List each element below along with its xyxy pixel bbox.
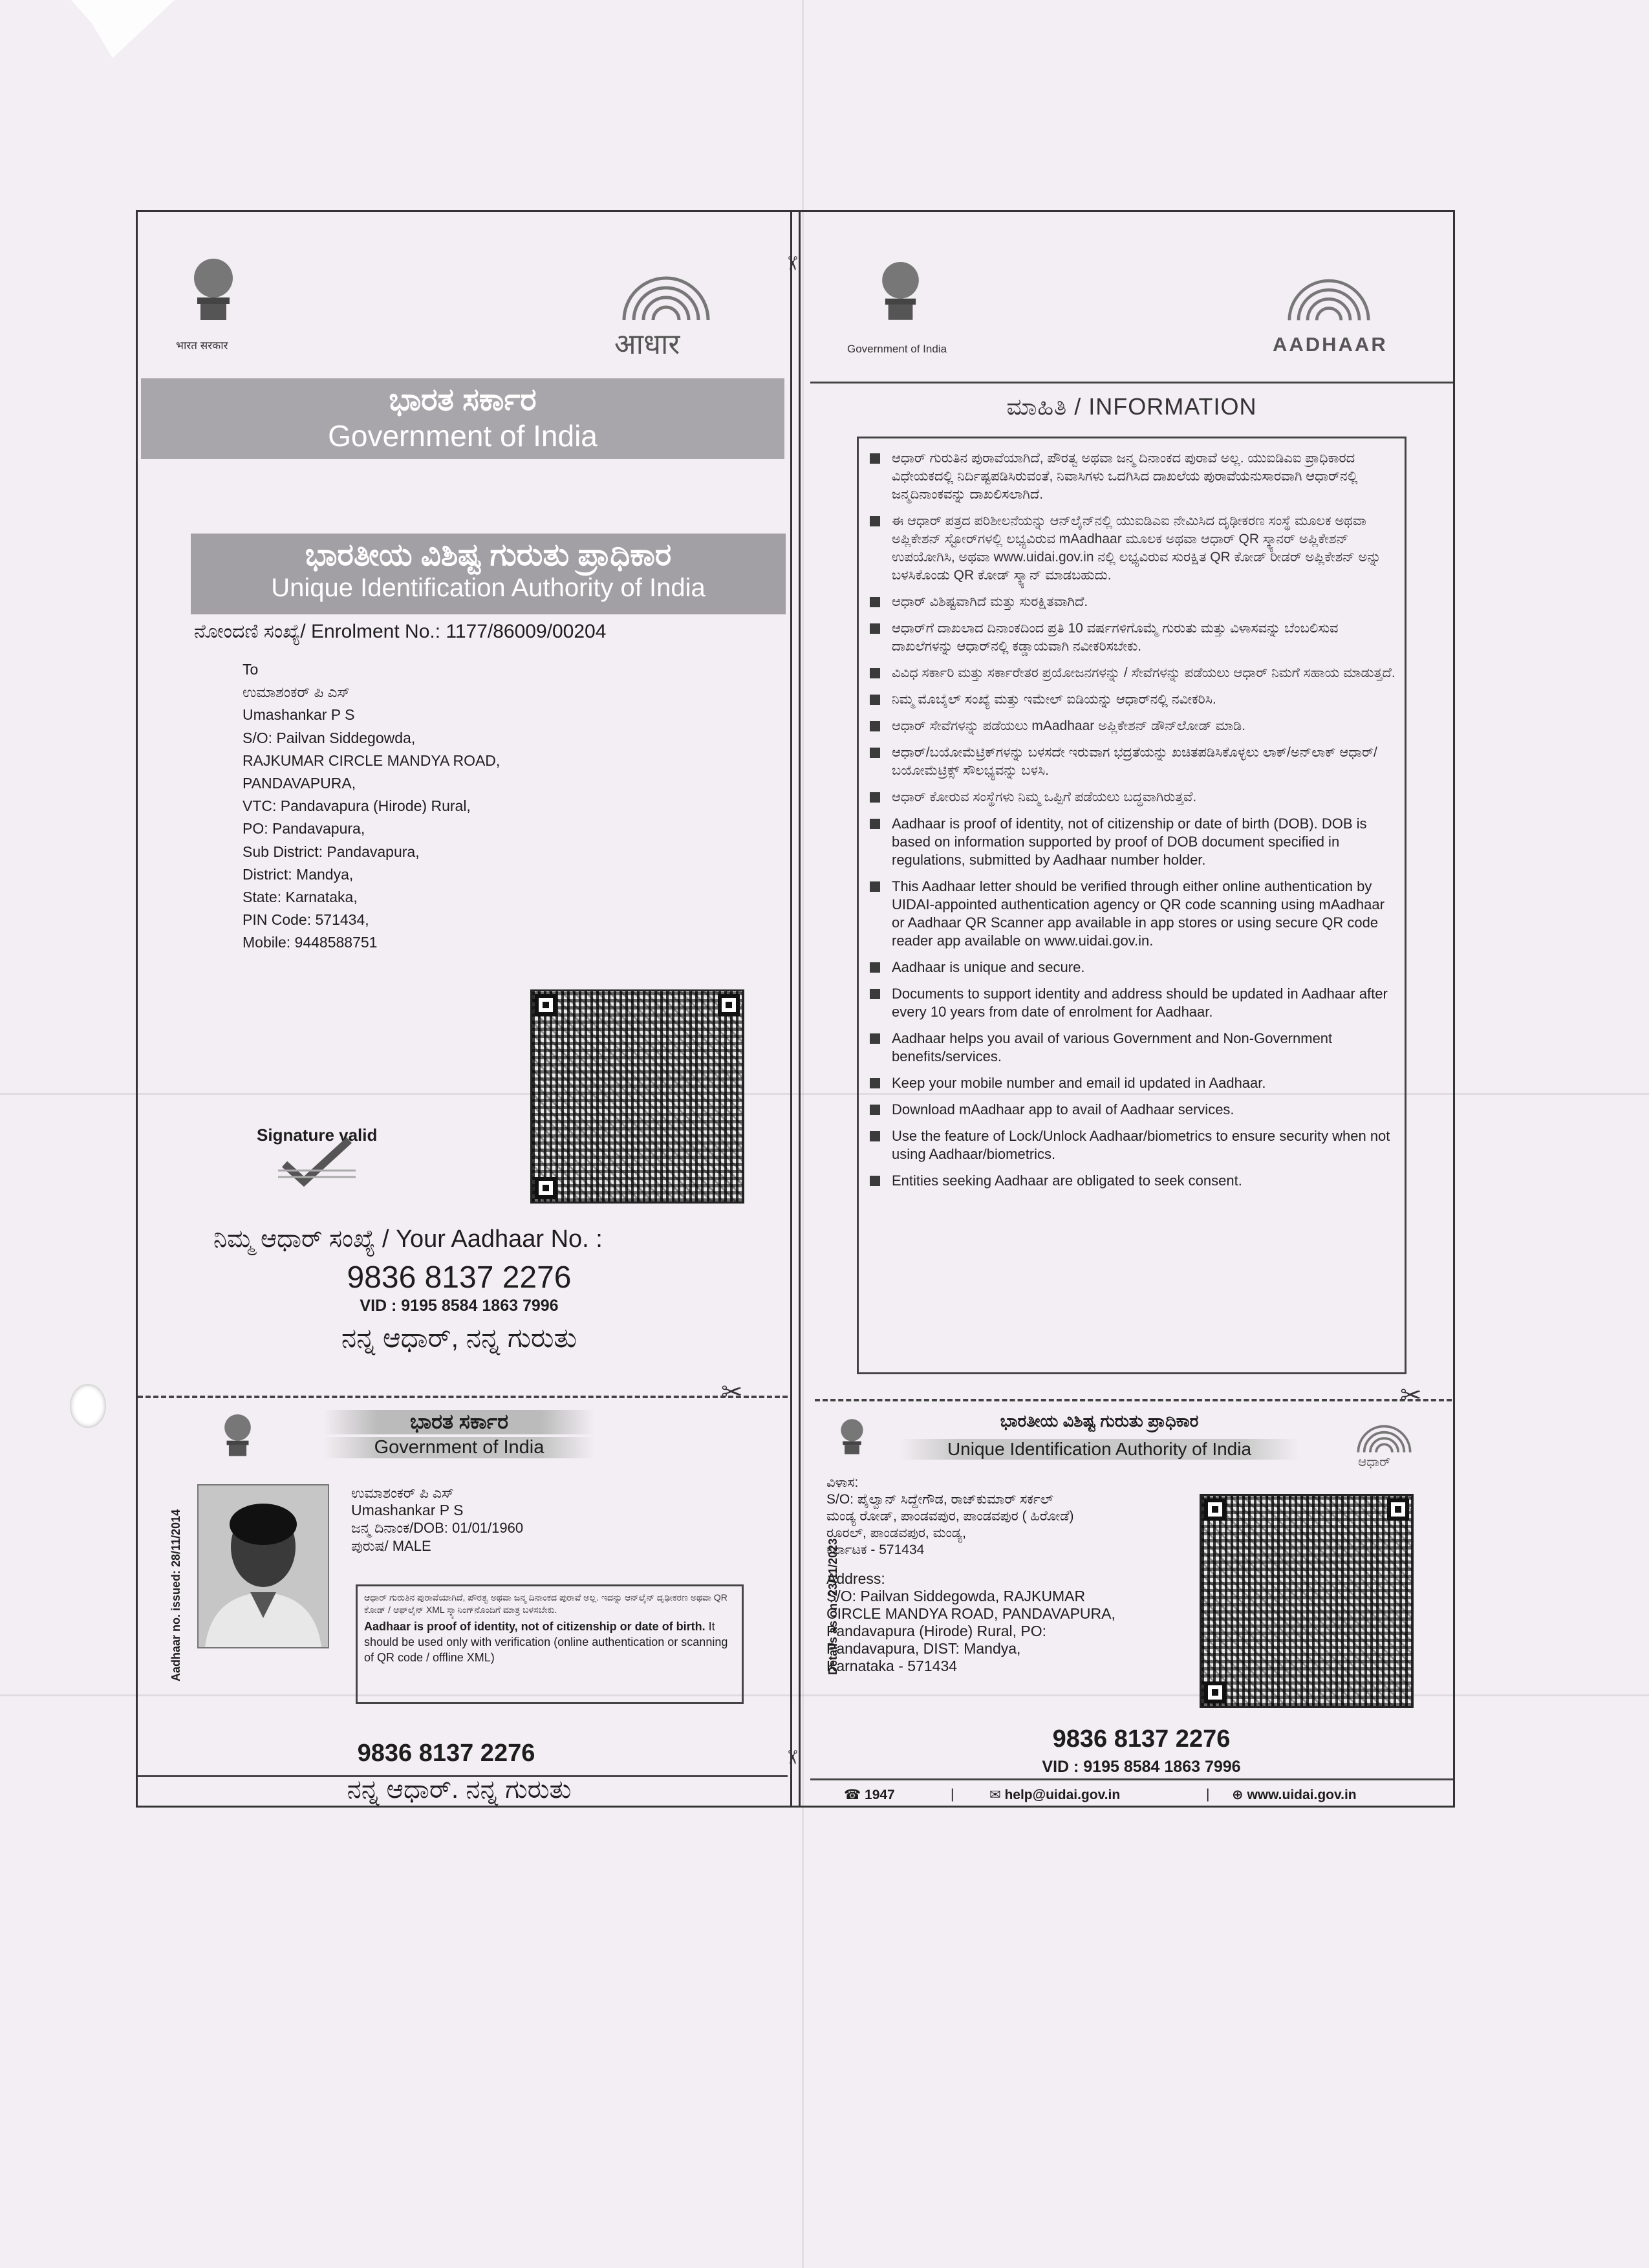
address-line: RAJKUMAR CIRCLE MANDYA ROAD, [242, 751, 501, 769]
uidai-english: Unique Identification Authority of India [899, 1439, 1300, 1460]
signature-valid-label: Signature valid [257, 1125, 378, 1145]
footer-divider [810, 1778, 1453, 1780]
address-line: State: Karnataka, [242, 889, 358, 906]
address-english [826, 1570, 1116, 1675]
cut-line-left [138, 1396, 788, 1398]
validity-note-kannada: ಆಧಾರ್ ಗುರುತಿನ ಪುರಾವೆಯಾಗಿದೆ, ಪೌರತ್ವ ಅಥವಾ ಜನ್ಮ ದಿನಾಂಕದ ಪುರಾವೆ ಅಲ್ಲ. ಇದನ್ನು ಆನ್‌ಲೈನ್ ದೃಢೀಕರಣ ಅಥವಾ QR ಕೋಡ್ / ಆಫ್‌ಲೈನ್ XML ಸ್ಕ್ಯಾನಿಂಗ್‌ನೊಂದಿಗೆ ಮಾತ್ರ ಬಳಸಬೇಕು. [364, 1592, 727, 1615]
scissors-icon: ✂ [1400, 1381, 1422, 1410]
qr-finder [1204, 1681, 1226, 1703]
address-line: ವಿಳಾಸ: [826, 1475, 859, 1490]
footer-phone-text: 1947 [865, 1787, 895, 1802]
footer-email [989, 1787, 1120, 1803]
address-line: PANDAVAPURA, [242, 775, 356, 792]
government-english: Government of India [323, 1437, 595, 1458]
details-date-vertical: Details as on: 23/11/2023 [826, 1538, 839, 1675]
address-line: ರೂರಲ್, ಪಾಂಡವಪುರ, ಮಂಡ್ಯ, [826, 1526, 966, 1540]
vid-number: VID : 9195 8584 1863 7996 [360, 1297, 559, 1315]
government-kannada: ಭಾರತ ಸರ್ಕಾರ [323, 1410, 595, 1434]
holder-dob: ಜನ್ಮ ದಿನಾಂಕ/DOB: 01/01/1960 [351, 1520, 524, 1536]
validity-note-rest: It should be used only with verification (online authentication or scanning of QR code / offline XML) [364, 1620, 728, 1664]
validity-note [356, 1584, 744, 1704]
aadhaar-number: 9836 8137 2276 [347, 1260, 572, 1295]
qr-code [1200, 1494, 1414, 1708]
holder-gender: ಪುರುಷ/ MALE [351, 1538, 431, 1554]
qr-finder [535, 994, 557, 1016]
address-line: ಉಮಾಶಂಕರ್ ಪಿ ಎಸ್ [242, 684, 350, 701]
info-item: ಆಧಾರ್ ವಿಶಿಷ್ಟವಾಗಿದೆ ಮತ್ತು ಸುರಕ್ಷಿತವಾಗಿದೆ. [870, 593, 1397, 611]
info-item: ಆಧಾರ್ ಗುರುತಿನ ಪುರಾವೆಯಾಗಿದೆ, ಪೌರತ್ವ ಅಥವಾ ಜನ್ಮ ದಿನಾಂಕದ ಪುರಾವೆ ಅಲ್ಲ. ಯುಐಡಿಎಐ ಪ್ರಾಧಿಕಾರದ ವಿಧೇಯಕದಲ್ಲಿ ನಿರ್ದಿಷ್ಟಪಡಿಸಿರುವಂತೆ, ನಿವಾಸಿಗಳು ಒದಗಿಸಿದ ದಾಖಲೆಯ ಪುರಾವೆಯನುಸಾರವಾಗಿ ಆಧಾರ್‌ನಲ್ಲಿ ಜನ್ಮದಿನಾಂಕವನ್ನು ದಾಖಲಿಸಲಾಗಿದೆ. [870, 449, 1397, 504]
tagline: ನನ್ನ ಆಧಾರ್, ನನ್ನ ಗುರುತು [341, 1323, 577, 1353]
address-line: To [242, 661, 259, 678]
government-english: Government of India [328, 419, 598, 453]
info-item: ಆಧಾರ್‌ಗೆ ದಾಖಲಾದ ದಿನಾಂಕದಿಂದ ಪ್ರತಿ 10 ವರ್ಷಗಳಿಗೊಮ್ಮೆ ಗುರುತು ಮತ್ತು ವಿಳಾಸವನ್ನು ಬೆಂಬಲಿಸುವ ದಾಖಲೆಗಳನ್ನು ಆಧಾರ್‌ನಲ್ಲಿ ಕಡ್ಡಾಯವಾಗಿ ನವೀಕರಿಸಬೇಕು. [870, 620, 1397, 656]
holder-photo [197, 1484, 329, 1648]
address-line: ಕರ್ನಾಟಕ - 571434 [826, 1542, 925, 1557]
info-item: Aadhaar helps you avail of various Government and Non-Government benefits/services. [870, 1030, 1397, 1066]
info-item: Documents to support identity and address should be updated in Aadhaar after every 10 years from date of enrolment for Aadhaar. [870, 985, 1397, 1021]
person-icon [199, 1485, 328, 1647]
recipient-address [242, 658, 500, 955]
aadhaar-logo-icon [611, 268, 721, 323]
address-line: Sub District: Pandavapura, [242, 843, 420, 860]
punch-hole [70, 1384, 106, 1428]
aadhaar-logo-icon [1271, 272, 1387, 323]
address-line: PO: Pandavapura, [242, 820, 365, 837]
national-emblem-icon [184, 243, 242, 333]
uidai-kannada: ಭಾರತೀಯ ವಿಶಿಷ್ಟ ಗುರುತು ಪ್ರಾಧಿಕಾರ [305, 538, 672, 572]
info-item: ವಿವಿಧ ಸರ್ಕಾರಿ ಮತ್ತು ಸರ್ಕಾರೇತರ ಪ್ರಯೋಜನಗಳನ್ನು / ಸೇವೆಗಳನ್ನು ಪಡೆಯಲು ಆಧಾರ್ ನಿಮಗೆ ಸಹಾಯ ಮಾಡುತ್ತದೆ. [870, 664, 1397, 682]
aadhaar-number: 9836 8137 2276 [357, 1740, 535, 1767]
info-item: Keep your mobile number and email id updated in Aadhaar. [870, 1074, 1397, 1092]
government-kannada: ಭಾರತ ಸರ್ಕಾರ [389, 383, 537, 417]
vertical-cut-line [790, 210, 801, 1808]
address-line: Address: [826, 1570, 885, 1587]
emblem-caption: Government of India [847, 343, 947, 355]
qr-finder [1204, 1498, 1226, 1520]
scissors-icon: ✂ [721, 1378, 743, 1407]
tagline: ನನ್ನ ಆಧಾರ್. ನನ್ನ ಗುರುತು [347, 1775, 572, 1804]
footer-email-text: help@uidai.gov.in [1004, 1787, 1121, 1802]
address-line: S/O: Pailvan Siddegowda, RAJKUMAR [826, 1588, 1086, 1604]
address-line: VTC: Pandavapura (Hirode) Rural, [242, 797, 471, 815]
uidai-banner [191, 534, 786, 614]
address-line: Umashankar P S [242, 706, 355, 724]
scissors-icon: ✂ [781, 255, 803, 272]
national-emblem-icon [873, 246, 928, 333]
address-line: Pandavapura, DIST: Mandya, [826, 1640, 1021, 1657]
holder-name-kannada: ಉಮಾಶಂಕರ್ ಪಿ ಎಸ್ [351, 1485, 454, 1501]
enrolment-number: ನೋಂದಣಿ ಸಂಖ್ಯೆ/ Enrolment No.: 1177/86009/00204 [194, 621, 607, 642]
information-list [870, 449, 1397, 1198]
address-line: Mobile: 9448588751 [242, 934, 378, 951]
info-item: Entities seeking Aadhaar are obligated to seek consent. [870, 1172, 1397, 1190]
aadhaar-logo-icon [1350, 1420, 1418, 1455]
emblem-caption: भारत सरकार [176, 340, 228, 352]
national-emblem-icon [217, 1403, 259, 1465]
scissors-icon: ✂ [781, 1749, 803, 1766]
address-line: Karnataka - 571434 [826, 1658, 958, 1674]
vid-number: VID : 9195 8584 1863 7996 [1042, 1758, 1241, 1776]
footer-separator: | [951, 1787, 954, 1802]
footer-phone [844, 1787, 895, 1803]
address-line: S/O: ಪೈಲ್ವಾನ್ ಸಿದ್ದೇಗೌಡ, ರಾಜ್‌ಕುಮಾರ್ ಸರ್ಕಲ್ [826, 1492, 1054, 1507]
uidai-kannada: ಭಾರತೀಯ ವಿಶಿಷ್ಟ ಗುರುತು ಪ್ರಾಧಿಕಾರ [1000, 1411, 1199, 1431]
government-banner [141, 378, 784, 459]
aadhaar-number: 9836 8137 2276 [1052, 1725, 1231, 1753]
info-item: ಆಧಾರ್ ಸೇವೆಗಳನ್ನು ಪಡೆಯಲು mAadhaar ಅಪ್ಲಿಕೇಶನ್ ಡೌನ್‌ಲೋಡ್ ಮಾಡಿ. [870, 717, 1397, 735]
info-item: ನಿಮ್ಮ ಮೊಬೈಲ್ ಸಂಖ್ಯೆ ಮತ್ತು ಇಮೇಲ್ ಐಡಿಯನ್ನು ಆಧಾರ್‌ನಲ್ಲಿ ನವೀಕರಿಸಿ. [870, 691, 1397, 709]
your-aadhaar-label: ನಿಮ್ಮ ಆಧಾರ್ ಸಂಖ್ಯೆ / Your Aadhaar No. : [213, 1226, 603, 1253]
aadhaar-logo-text: ಆಧಾರ್ [1358, 1455, 1391, 1469]
torn-corner [71, 0, 175, 58]
holder-name-english: Umashankar P S [351, 1502, 464, 1518]
cut-line-right [815, 1399, 1452, 1401]
qr-finder [1387, 1498, 1409, 1520]
info-item: Aadhaar is proof of identity, not of citizenship or date of birth (DOB). DOB is based on information supported by proof of DOB document specified in regulations, submitted by Aadhaar number holder. [870, 815, 1397, 869]
address-line: District: Mandya, [242, 865, 354, 883]
aadhaar-logo-text: AADHAAR [1273, 333, 1388, 356]
qr-finder [535, 1177, 557, 1199]
footer-web-text: www.uidai.gov.in [1247, 1787, 1357, 1802]
info-item: Aadhaar is unique and secure. [870, 958, 1397, 977]
issued-date-vertical: Aadhaar no. issued: 28/11/2014 [169, 1509, 182, 1681]
uidai-english: Unique Identification Authority of India [271, 574, 706, 602]
info-item: ಈ ಆಧಾರ್ ಪತ್ರದ ಪರಿಶೀಲನೆಯನ್ನು ಆನ್‌ಲೈನ್‌ನಲ್ಲಿ ಯುಐಡಿಎಐ ನೇಮಿಸಿದ ದೃಢೀಕರಣ ಸಂಸ್ಥೆ ಮೂಲಕ ಅಥವಾ ಅಪ್ಲಿಕೇಶನ್ ಸ್ಟೋರ್‌ಗಳಲ್ಲಿ ಲಭ್ಯವಿರುವ mAadhaar ಮೂಲಕ ಅಥವಾ ಆಧಾರ್ QR ಸ್ಕ್ಯಾನರ್ ಅಪ್ಲಿಕೇಶನ್ ಉಪಯೋಗಿಸಿ, ಅಥವಾ www.uidai.gov.in ನಲ್ಲಿ ಲಭ್ಯವಿರುವ ಸುರಕ್ಷಿತ QR ಕೋಡ್ ರೀಡರ್ ಅಪ್ಲಿಕೇಶನ್ ಅನ್ನು ಬಳಸಿಕೊಂಡು QR ಕೋಡ್ ಸ್ಕ್ಯಾನ್ ಮಾಡಬಹುದು. [870, 512, 1397, 585]
globe-icon: ⊕ [1232, 1787, 1244, 1802]
aadhaar-logo-text: आधार [614, 329, 680, 360]
address-line: CIRCLE MANDYA ROAD, PANDAVAPURA, [826, 1605, 1116, 1622]
footer-separator: | [1206, 1787, 1210, 1802]
info-item: This Aadhaar letter should be verified through either online authentication by UIDAI-appointed authentication agency or QR code scanning using mAadhaar or Aadhaar QR Scanner app available in app stores or using secure QR code reader app available on www.uidai.gov.in. [870, 878, 1397, 950]
checkmark-icon [278, 1135, 356, 1187]
address-line: Pandavapura (Hirode) Rural, PO: [826, 1623, 1047, 1639]
address-line: PIN Code: 571434, [242, 911, 369, 929]
address-line: S/O: Pailvan Siddegowda, [242, 729, 416, 746]
mail-icon: ✉ [989, 1787, 1001, 1802]
footer-web [1232, 1787, 1357, 1803]
national-emblem-icon [834, 1410, 870, 1462]
header-divider [810, 382, 1453, 383]
qr-code [530, 989, 744, 1204]
qr-finder [718, 994, 740, 1016]
address-line: ಮಂಡ್ಯ ರೋಡ್, ಪಾಂಡವಪುರ, ಪಾಂಡವಪುರ ( ಹಿರೋಡೆ) [826, 1509, 1074, 1524]
address-kannada [826, 1474, 1073, 1559]
validity-note-bold: Aadhaar is proof of identity, not of citizenship or date of birth. [364, 1620, 706, 1633]
info-item: Download mAadhaar app to avail of Aadhaar services. [870, 1101, 1397, 1119]
info-item: ಆಧಾರ್/ಬಯೋಮೆಟ್ರಿಕ್‌ಗಳನ್ನು ಬಳಸದೇ ಇರುವಾಗ ಭದ್ರತೆಯನ್ನು ಖಚಿತಪಡಿಸಿಕೊಳ್ಳಲು ಲಾಕ್/ಅನ್‌ಲಾಕ್ ಆಧಾರ್/ಬಯೋಮೆಟ್ರಿಕ್ಸ್ ಸೌಲಭ್ಯವನ್ನು ಬಳಸಿ. [870, 744, 1397, 780]
info-item: ಆಧಾರ್ ಕೋರುವ ಸಂಸ್ಥೆಗಳು ನಿಮ್ಮ ಒಪ್ಪಿಗೆ ಪಡೆಯಲು ಬದ್ಧವಾಗಿರುತ್ತವೆ. [870, 788, 1397, 806]
info-item: Use the feature of Lock/Unlock Aadhaar/biometrics to ensure security when not using Aadhaar/biometrics. [870, 1127, 1397, 1163]
phone-icon: ☎ [844, 1787, 861, 1802]
information-title: ಮಾಹಿತಿ / INFORMATION [1006, 393, 1257, 420]
